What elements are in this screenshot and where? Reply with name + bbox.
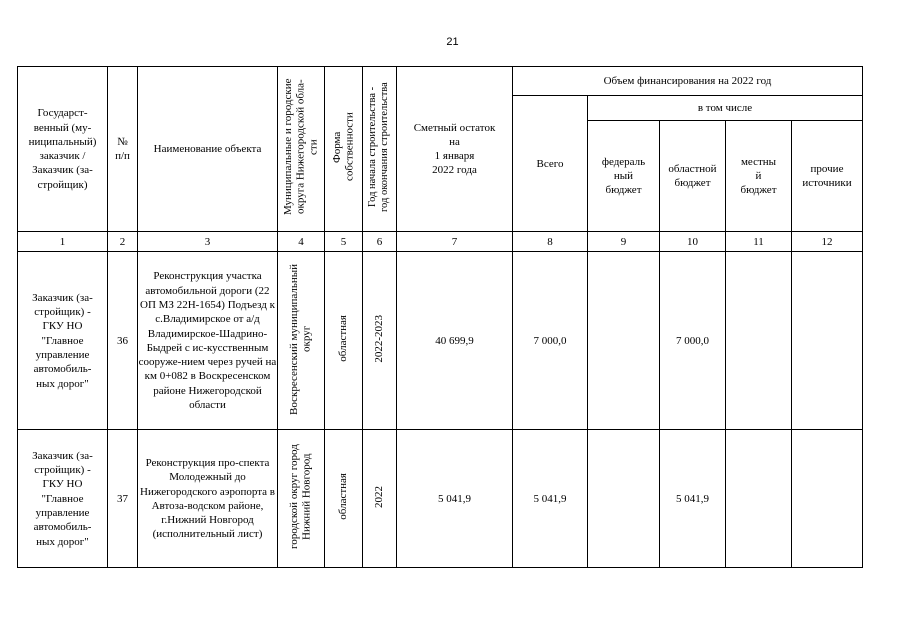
column-number: 10 bbox=[660, 232, 726, 252]
row-local bbox=[726, 430, 792, 568]
row-other bbox=[792, 252, 863, 430]
row-object-name: Реконструкция про-спекта Молодежный до Нижегородского аэропорта в Автоза-водском районе, г.Нижний Новгород (исполнительный лист) bbox=[138, 430, 278, 568]
row-municipality: Воскресенский муниципальный округ bbox=[278, 252, 325, 430]
row-municipality: городской округ город Нижний Новгород bbox=[278, 430, 325, 568]
row-num: 37 bbox=[108, 430, 138, 568]
row-remaining: 5 041,9 bbox=[397, 430, 513, 568]
header-years: Год начала строительства - год окончания строительства bbox=[363, 67, 397, 232]
column-number: 4 bbox=[278, 232, 325, 252]
header-other: прочие источники bbox=[792, 121, 863, 232]
row-object-name: Реконструкция участка автомобильной дороги (22 ОП МЗ 22Н-1654) Подъезд к с.Владимирское от а/д Владимирское-Шадрино-Быдрей с ис-кусственным сооруже-нием через ручей на км 0+082 в Воскресенском районе Нижегородской области bbox=[138, 252, 278, 430]
header-customer: Государст- венный (му- ниципальный) заказчик / Заказчик (за- стройщик) bbox=[18, 67, 108, 232]
financing-table bbox=[17, 66, 863, 568]
header-remaining: Сметный остаток на 1 января 2022 года bbox=[397, 67, 513, 232]
header-num: № п/п bbox=[108, 67, 138, 232]
column-number: 2 bbox=[108, 232, 138, 252]
column-number: 6 bbox=[363, 232, 397, 252]
table-row bbox=[18, 252, 863, 430]
column-number: 1 bbox=[18, 232, 108, 252]
row-ownership: областная bbox=[325, 252, 363, 430]
column-number: 7 bbox=[397, 232, 513, 252]
row-total: 5 041,9 bbox=[513, 430, 588, 568]
header-ownership: Форма собственности bbox=[325, 67, 363, 232]
header-financing-group: Объем финансирования на 2022 год bbox=[513, 67, 863, 96]
header-federal: федераль ный бюджет bbox=[588, 121, 660, 232]
column-number: 5 bbox=[325, 232, 363, 252]
header-total: Всего bbox=[513, 96, 588, 232]
row-num: 36 bbox=[108, 252, 138, 430]
row-remaining: 40 699,9 bbox=[397, 252, 513, 430]
column-number-row bbox=[18, 232, 863, 252]
header-including: в том числе bbox=[588, 96, 863, 121]
row-customer: Заказчик (за- стройщик) - ГКУ НО "Главное управление автомобиль- ных дорог" bbox=[18, 430, 108, 568]
row-other bbox=[792, 430, 863, 568]
column-number: 11 bbox=[726, 232, 792, 252]
page-number: 21 bbox=[446, 36, 459, 48]
table-row bbox=[18, 430, 863, 568]
column-number: 3 bbox=[138, 232, 278, 252]
row-ownership: областная bbox=[325, 430, 363, 568]
row-local bbox=[726, 252, 792, 430]
row-regional: 7 000,0 bbox=[660, 252, 726, 430]
column-number: 9 bbox=[588, 232, 660, 252]
row-federal bbox=[588, 430, 660, 568]
row-regional: 5 041,9 bbox=[660, 430, 726, 568]
header-local: местны й бюджет bbox=[726, 121, 792, 232]
row-customer: Заказчик (за- стройщик) - ГКУ НО "Главное управление автомобиль- ных дорог" bbox=[18, 252, 108, 430]
row-federal bbox=[588, 252, 660, 430]
column-number: 12 bbox=[792, 232, 863, 252]
column-number: 8 bbox=[513, 232, 588, 252]
row-total: 7 000,0 bbox=[513, 252, 588, 430]
row-years: 2022-2023 bbox=[363, 252, 397, 430]
header-regional: областной бюджет bbox=[660, 121, 726, 232]
header-object-name: Наименование объекта bbox=[138, 67, 278, 232]
row-years: 2022 bbox=[363, 430, 397, 568]
header-municipality: Муниципальные и городские округа Нижегородской обла- сти bbox=[278, 67, 325, 232]
